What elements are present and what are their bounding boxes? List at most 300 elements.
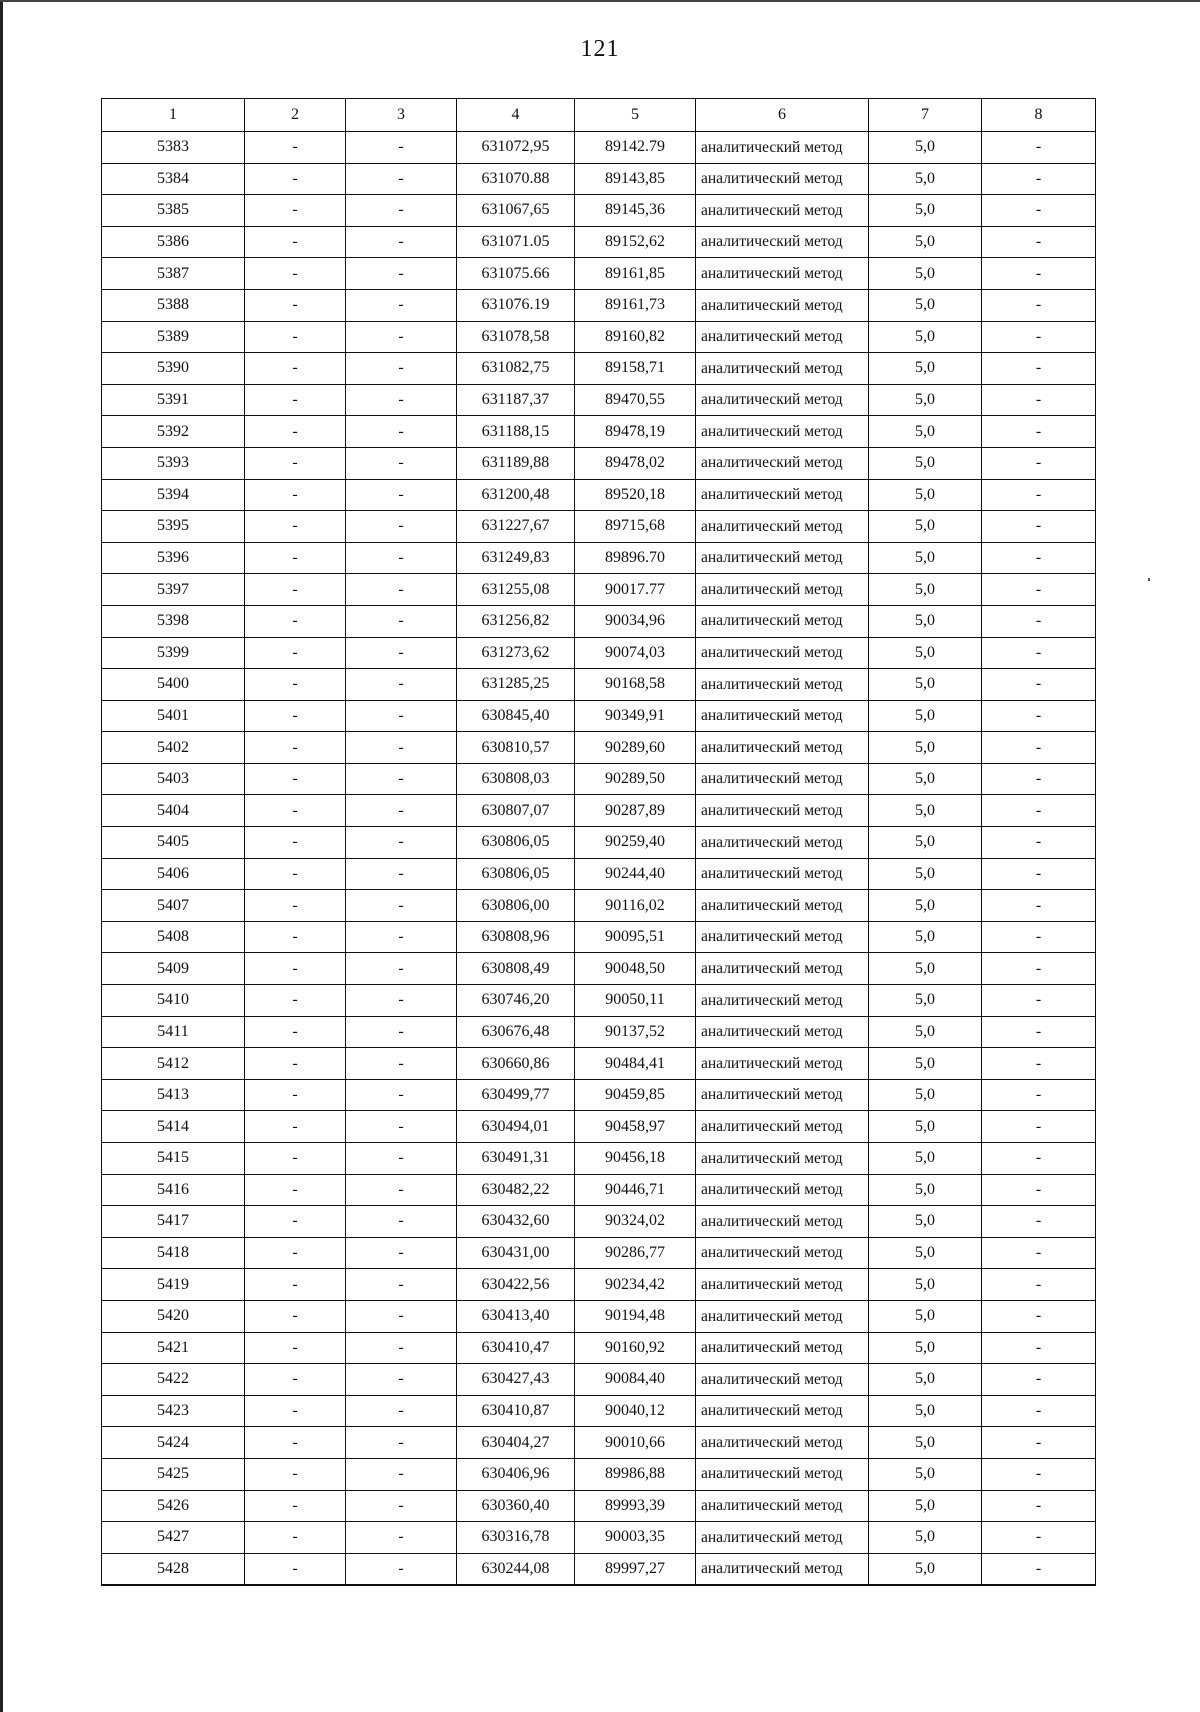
cell-col-2: - bbox=[245, 1111, 346, 1143]
cell-col-3: - bbox=[346, 1079, 457, 1111]
cell-col-3: - bbox=[346, 195, 457, 227]
cell-point-number: 5416 bbox=[102, 1174, 245, 1206]
cell-accuracy: 5,0 bbox=[869, 1111, 982, 1143]
cell-col-3: - bbox=[346, 258, 457, 290]
cell-col-3: - bbox=[346, 226, 457, 258]
cell-accuracy: 5,0 bbox=[869, 637, 982, 669]
cell-col-3: - bbox=[346, 921, 457, 953]
cell-y-coordinate: 90017.77 bbox=[575, 574, 696, 606]
cell-col-3: - bbox=[346, 1269, 457, 1301]
cell-col-8: - bbox=[982, 1522, 1096, 1554]
cell-method: аналитический метод bbox=[696, 574, 869, 606]
cell-col-2: - bbox=[245, 1522, 346, 1554]
cell-x-coordinate: 631285,25 bbox=[457, 669, 575, 701]
cell-col-8: - bbox=[982, 1048, 1096, 1080]
cell-x-coordinate: 631076.19 bbox=[457, 289, 575, 321]
cell-y-coordinate: 90194,48 bbox=[575, 1300, 696, 1332]
cell-accuracy: 5,0 bbox=[869, 732, 982, 764]
cell-y-coordinate: 90084,40 bbox=[575, 1364, 696, 1396]
scan-edge-top bbox=[0, 0, 1200, 2]
cell-col-3: - bbox=[346, 1300, 457, 1332]
cell-x-coordinate: 630845,40 bbox=[457, 700, 575, 732]
table-row bbox=[102, 890, 1096, 922]
cell-col-3: - bbox=[346, 574, 457, 606]
cell-col-2: - bbox=[245, 1079, 346, 1111]
cell-method: аналитический метод bbox=[696, 890, 869, 922]
cell-y-coordinate: 90456,18 bbox=[575, 1143, 696, 1175]
cell-point-number: 5407 bbox=[102, 890, 245, 922]
cell-col-2: - bbox=[245, 605, 346, 637]
cell-y-coordinate: 90003,35 bbox=[575, 1522, 696, 1554]
cell-point-number: 5417 bbox=[102, 1206, 245, 1238]
cell-x-coordinate: 630499,77 bbox=[457, 1079, 575, 1111]
cell-x-coordinate: 630746,20 bbox=[457, 985, 575, 1017]
cell-point-number: 5412 bbox=[102, 1048, 245, 1080]
cell-x-coordinate: 631082,75 bbox=[457, 353, 575, 385]
table-row bbox=[102, 921, 1096, 953]
cell-point-number: 5423 bbox=[102, 1395, 245, 1427]
cell-y-coordinate: 89161,73 bbox=[575, 289, 696, 321]
table-row bbox=[102, 1332, 1096, 1364]
cell-method: аналитический метод bbox=[696, 763, 869, 795]
cell-accuracy: 5,0 bbox=[869, 384, 982, 416]
table-row bbox=[102, 732, 1096, 764]
cell-col-8: - bbox=[982, 1364, 1096, 1396]
cell-method: аналитический метод bbox=[696, 985, 869, 1017]
cell-col-8: - bbox=[982, 1111, 1096, 1143]
cell-x-coordinate: 631071.05 bbox=[457, 226, 575, 258]
cell-point-number: 5426 bbox=[102, 1490, 245, 1522]
cell-col-3: - bbox=[346, 890, 457, 922]
cell-method: аналитический метод bbox=[696, 1553, 869, 1585]
cell-col-2: - bbox=[245, 574, 346, 606]
cell-method: аналитический метод bbox=[696, 921, 869, 953]
table-row bbox=[102, 1237, 1096, 1269]
cell-x-coordinate: 630431,00 bbox=[457, 1237, 575, 1269]
cell-col-3: - bbox=[346, 289, 457, 321]
cell-accuracy: 5,0 bbox=[869, 195, 982, 227]
cell-col-2: - bbox=[245, 890, 346, 922]
cell-y-coordinate: 90040,12 bbox=[575, 1395, 696, 1427]
cell-col-2: - bbox=[245, 226, 346, 258]
column-header: 4 bbox=[457, 99, 575, 132]
cell-x-coordinate: 630808,49 bbox=[457, 953, 575, 985]
cell-col-2: - bbox=[245, 1553, 346, 1585]
cell-col-3: - bbox=[346, 479, 457, 511]
cell-y-coordinate: 90259,40 bbox=[575, 827, 696, 859]
column-header: 5 bbox=[575, 99, 696, 132]
cell-method: аналитический метод bbox=[696, 858, 869, 890]
table-row bbox=[102, 763, 1096, 795]
cell-point-number: 5410 bbox=[102, 985, 245, 1017]
cell-col-8: - bbox=[982, 542, 1096, 574]
cell-accuracy: 5,0 bbox=[869, 511, 982, 543]
cell-y-coordinate: 89997,27 bbox=[575, 1553, 696, 1585]
cell-col-8: - bbox=[982, 226, 1096, 258]
cell-col-3: - bbox=[346, 1174, 457, 1206]
cell-accuracy: 5,0 bbox=[869, 605, 982, 637]
cell-col-8: - bbox=[982, 795, 1096, 827]
table-row bbox=[102, 1553, 1096, 1585]
cell-method: аналитический метод bbox=[696, 447, 869, 479]
cell-x-coordinate: 630676,48 bbox=[457, 1016, 575, 1048]
cell-col-8: - bbox=[982, 321, 1096, 353]
table-row bbox=[102, 321, 1096, 353]
cell-y-coordinate: 89145,36 bbox=[575, 195, 696, 227]
cell-point-number: 5404 bbox=[102, 795, 245, 827]
cell-method: аналитический метод bbox=[696, 289, 869, 321]
cell-col-8: - bbox=[982, 384, 1096, 416]
cell-col-8: - bbox=[982, 1079, 1096, 1111]
cell-accuracy: 5,0 bbox=[869, 1364, 982, 1396]
cell-col-3: - bbox=[346, 1427, 457, 1459]
cell-col-2: - bbox=[245, 1395, 346, 1427]
cell-col-3: - bbox=[346, 1490, 457, 1522]
cell-col-3: - bbox=[346, 416, 457, 448]
cell-col-2: - bbox=[245, 763, 346, 795]
cell-col-3: - bbox=[346, 542, 457, 574]
cell-x-coordinate: 630360,40 bbox=[457, 1490, 575, 1522]
table-row bbox=[102, 1143, 1096, 1175]
cell-col-3: - bbox=[346, 669, 457, 701]
cell-point-number: 5411 bbox=[102, 1016, 245, 1048]
table-row bbox=[102, 1427, 1096, 1459]
cell-col-3: - bbox=[346, 1522, 457, 1554]
cell-method: аналитический метод bbox=[696, 384, 869, 416]
cell-accuracy: 5,0 bbox=[869, 447, 982, 479]
cell-col-2: - bbox=[245, 163, 346, 195]
table-row bbox=[102, 1269, 1096, 1301]
column-header: 3 bbox=[346, 99, 457, 132]
cell-method: аналитический метод bbox=[696, 1237, 869, 1269]
cell-y-coordinate: 90168,58 bbox=[575, 669, 696, 701]
cell-col-8: - bbox=[982, 953, 1096, 985]
cell-accuracy: 5,0 bbox=[869, 1553, 982, 1585]
cell-method: аналитический метод bbox=[696, 542, 869, 574]
cell-accuracy: 5,0 bbox=[869, 1522, 982, 1554]
cell-point-number: 5390 bbox=[102, 353, 245, 385]
cell-col-2: - bbox=[245, 1269, 346, 1301]
cell-point-number: 5415 bbox=[102, 1143, 245, 1175]
cell-col-2: - bbox=[245, 953, 346, 985]
cell-y-coordinate: 90048,50 bbox=[575, 953, 696, 985]
cell-col-2: - bbox=[245, 732, 346, 764]
coordinates-table bbox=[101, 98, 1096, 1586]
cell-col-3: - bbox=[346, 1048, 457, 1080]
cell-x-coordinate: 630806,00 bbox=[457, 890, 575, 922]
cell-y-coordinate: 89470,55 bbox=[575, 384, 696, 416]
cell-point-number: 5394 bbox=[102, 479, 245, 511]
cell-accuracy: 5,0 bbox=[869, 416, 982, 448]
table-row bbox=[102, 195, 1096, 227]
cell-col-2: - bbox=[245, 1458, 346, 1490]
cell-y-coordinate: 90446,71 bbox=[575, 1174, 696, 1206]
cell-col-3: - bbox=[346, 1111, 457, 1143]
cell-col-8: - bbox=[982, 132, 1096, 164]
table-row bbox=[102, 605, 1096, 637]
cell-col-3: - bbox=[346, 321, 457, 353]
cell-point-number: 5424 bbox=[102, 1427, 245, 1459]
cell-point-number: 5420 bbox=[102, 1300, 245, 1332]
column-header: 6 bbox=[696, 99, 869, 132]
cell-y-coordinate: 90459,85 bbox=[575, 1079, 696, 1111]
cell-method: аналитический метод bbox=[696, 1364, 869, 1396]
cell-point-number: 5421 bbox=[102, 1332, 245, 1364]
cell-method: аналитический метод bbox=[696, 226, 869, 258]
table-row bbox=[102, 226, 1096, 258]
cell-y-coordinate: 89896.70 bbox=[575, 542, 696, 574]
cell-x-coordinate: 630410,47 bbox=[457, 1332, 575, 1364]
cell-col-8: - bbox=[982, 1427, 1096, 1459]
cell-x-coordinate: 630244,08 bbox=[457, 1553, 575, 1585]
cell-col-3: - bbox=[346, 132, 457, 164]
cell-col-3: - bbox=[346, 353, 457, 385]
table-row bbox=[102, 1458, 1096, 1490]
cell-col-3: - bbox=[346, 858, 457, 890]
cell-y-coordinate: 90095,51 bbox=[575, 921, 696, 953]
page-number: 121 bbox=[580, 36, 620, 62]
cell-y-coordinate: 90034,96 bbox=[575, 605, 696, 637]
cell-accuracy: 5,0 bbox=[869, 1174, 982, 1206]
cell-method: аналитический метод bbox=[696, 258, 869, 290]
cell-col-3: - bbox=[346, 1016, 457, 1048]
table-row bbox=[102, 384, 1096, 416]
cell-y-coordinate: 89993,39 bbox=[575, 1490, 696, 1522]
cell-x-coordinate: 630406,96 bbox=[457, 1458, 575, 1490]
cell-col-3: - bbox=[346, 511, 457, 543]
table-row bbox=[102, 1364, 1096, 1396]
cell-col-2: - bbox=[245, 1237, 346, 1269]
cell-point-number: 5405 bbox=[102, 827, 245, 859]
cell-col-2: - bbox=[245, 353, 346, 385]
cell-col-3: - bbox=[346, 1458, 457, 1490]
cell-col-2: - bbox=[245, 1143, 346, 1175]
cell-point-number: 5399 bbox=[102, 637, 245, 669]
cell-col-8: - bbox=[982, 1237, 1096, 1269]
cell-col-8: - bbox=[982, 890, 1096, 922]
cell-col-2: - bbox=[245, 384, 346, 416]
table-row bbox=[102, 132, 1096, 164]
cell-col-3: - bbox=[346, 795, 457, 827]
cell-y-coordinate: 89478,19 bbox=[575, 416, 696, 448]
cell-x-coordinate: 631075.66 bbox=[457, 258, 575, 290]
cell-col-3: - bbox=[346, 637, 457, 669]
cell-method: аналитический метод bbox=[696, 1300, 869, 1332]
cell-col-8: - bbox=[982, 1458, 1096, 1490]
table-row bbox=[102, 353, 1096, 385]
cell-x-coordinate: 630810,57 bbox=[457, 732, 575, 764]
cell-x-coordinate: 630808,03 bbox=[457, 763, 575, 795]
table-row bbox=[102, 953, 1096, 985]
scan-edge-left bbox=[0, 0, 3, 1712]
cell-col-8: - bbox=[982, 163, 1096, 195]
cell-col-2: - bbox=[245, 258, 346, 290]
table-row bbox=[102, 1490, 1096, 1522]
cell-col-8: - bbox=[982, 1553, 1096, 1585]
cell-col-3: - bbox=[346, 985, 457, 1017]
table-row bbox=[102, 258, 1096, 290]
table-row bbox=[102, 637, 1096, 669]
column-header: 2 bbox=[245, 99, 346, 132]
cell-accuracy: 5,0 bbox=[869, 163, 982, 195]
cell-method: аналитический метод bbox=[696, 1016, 869, 1048]
cell-accuracy: 5,0 bbox=[869, 132, 982, 164]
cell-y-coordinate: 89142.79 bbox=[575, 132, 696, 164]
cell-x-coordinate: 631249,83 bbox=[457, 542, 575, 574]
cell-method: аналитический метод bbox=[696, 669, 869, 701]
table-row bbox=[102, 1048, 1096, 1080]
cell-accuracy: 5,0 bbox=[869, 574, 982, 606]
column-header: 1 bbox=[102, 99, 245, 132]
cell-y-coordinate: 90349,91 bbox=[575, 700, 696, 732]
cell-col-3: - bbox=[346, 1553, 457, 1585]
cell-point-number: 5409 bbox=[102, 953, 245, 985]
cell-col-8: - bbox=[982, 1174, 1096, 1206]
cell-col-8: - bbox=[982, 1016, 1096, 1048]
cell-col-3: - bbox=[346, 1395, 457, 1427]
cell-col-3: - bbox=[346, 763, 457, 795]
cell-col-8: - bbox=[982, 858, 1096, 890]
cell-col-8: - bbox=[982, 511, 1096, 543]
cell-col-8: - bbox=[982, 1206, 1096, 1238]
scan-speck bbox=[1148, 578, 1150, 581]
cell-col-8: - bbox=[982, 1143, 1096, 1175]
cell-accuracy: 5,0 bbox=[869, 1016, 982, 1048]
cell-accuracy: 5,0 bbox=[869, 700, 982, 732]
table-row bbox=[102, 1111, 1096, 1143]
cell-col-3: - bbox=[346, 1206, 457, 1238]
cell-method: аналитический метод bbox=[696, 795, 869, 827]
cell-accuracy: 5,0 bbox=[869, 1237, 982, 1269]
cell-col-8: - bbox=[982, 479, 1096, 511]
cell-method: аналитический метод bbox=[696, 700, 869, 732]
cell-col-2: - bbox=[245, 1174, 346, 1206]
cell-method: аналитический метод bbox=[696, 1458, 869, 1490]
cell-accuracy: 5,0 bbox=[869, 258, 982, 290]
table-row bbox=[102, 795, 1096, 827]
cell-x-coordinate: 630432,60 bbox=[457, 1206, 575, 1238]
cell-col-2: - bbox=[245, 700, 346, 732]
cell-x-coordinate: 631188,15 bbox=[457, 416, 575, 448]
cell-col-2: - bbox=[245, 1490, 346, 1522]
cell-accuracy: 5,0 bbox=[869, 353, 982, 385]
cell-method: аналитический метод bbox=[696, 1143, 869, 1175]
cell-x-coordinate: 630422,56 bbox=[457, 1269, 575, 1301]
cell-method: аналитический метод bbox=[696, 511, 869, 543]
cell-y-coordinate: 89520,18 bbox=[575, 479, 696, 511]
table-row bbox=[102, 858, 1096, 890]
cell-accuracy: 5,0 bbox=[869, 827, 982, 859]
cell-col-8: - bbox=[982, 1332, 1096, 1364]
cell-y-coordinate: 90010,66 bbox=[575, 1427, 696, 1459]
cell-x-coordinate: 630808,96 bbox=[457, 921, 575, 953]
cell-col-8: - bbox=[982, 669, 1096, 701]
cell-point-number: 5425 bbox=[102, 1458, 245, 1490]
cell-accuracy: 5,0 bbox=[869, 1490, 982, 1522]
cell-method: аналитический метод bbox=[696, 827, 869, 859]
cell-method: аналитический метод bbox=[696, 1048, 869, 1080]
cell-method: аналитический метод bbox=[696, 1332, 869, 1364]
cell-point-number: 5395 bbox=[102, 511, 245, 543]
cell-x-coordinate: 630410,87 bbox=[457, 1395, 575, 1427]
cell-method: аналитический метод bbox=[696, 479, 869, 511]
cell-accuracy: 5,0 bbox=[869, 321, 982, 353]
cell-method: аналитический метод bbox=[696, 1206, 869, 1238]
cell-accuracy: 5,0 bbox=[869, 1427, 982, 1459]
cell-method: аналитический метод bbox=[696, 1269, 869, 1301]
cell-y-coordinate: 90116,02 bbox=[575, 890, 696, 922]
cell-point-number: 5383 bbox=[102, 132, 245, 164]
cell-y-coordinate: 90244,40 bbox=[575, 858, 696, 890]
cell-method: аналитический метод bbox=[696, 163, 869, 195]
cell-accuracy: 5,0 bbox=[869, 1143, 982, 1175]
cell-y-coordinate: 90458,97 bbox=[575, 1111, 696, 1143]
cell-accuracy: 5,0 bbox=[869, 1300, 982, 1332]
table-row bbox=[102, 700, 1096, 732]
cell-point-number: 5387 bbox=[102, 258, 245, 290]
cell-y-coordinate: 90286,77 bbox=[575, 1237, 696, 1269]
cell-method: аналитический метод bbox=[696, 321, 869, 353]
cell-col-2: - bbox=[245, 1364, 346, 1396]
cell-col-2: - bbox=[245, 1016, 346, 1048]
cell-x-coordinate: 631256,82 bbox=[457, 605, 575, 637]
cell-point-number: 5408 bbox=[102, 921, 245, 953]
cell-col-8: - bbox=[982, 763, 1096, 795]
cell-col-2: - bbox=[245, 1206, 346, 1238]
cell-x-coordinate: 630806,05 bbox=[457, 827, 575, 859]
cell-x-coordinate: 631078,58 bbox=[457, 321, 575, 353]
cell-x-coordinate: 631189,88 bbox=[457, 447, 575, 479]
cell-col-2: - bbox=[245, 447, 346, 479]
cell-point-number: 5419 bbox=[102, 1269, 245, 1301]
cell-method: аналитический метод bbox=[696, 132, 869, 164]
table-row bbox=[102, 1395, 1096, 1427]
table-row bbox=[102, 542, 1096, 574]
cell-col-2: - bbox=[245, 795, 346, 827]
column-header: 7 bbox=[869, 99, 982, 132]
cell-point-number: 5388 bbox=[102, 289, 245, 321]
cell-col-2: - bbox=[245, 985, 346, 1017]
cell-col-3: - bbox=[346, 827, 457, 859]
cell-x-coordinate: 631255,08 bbox=[457, 574, 575, 606]
cell-col-3: - bbox=[346, 447, 457, 479]
cell-y-coordinate: 89478,02 bbox=[575, 447, 696, 479]
table-row bbox=[102, 1522, 1096, 1554]
cell-x-coordinate: 630806,05 bbox=[457, 858, 575, 890]
cell-method: аналитический метод bbox=[696, 1079, 869, 1111]
cell-y-coordinate: 90287,89 bbox=[575, 795, 696, 827]
cell-col-2: - bbox=[245, 858, 346, 890]
cell-accuracy: 5,0 bbox=[869, 1048, 982, 1080]
cell-col-2: - bbox=[245, 321, 346, 353]
cell-y-coordinate: 90137,52 bbox=[575, 1016, 696, 1048]
cell-col-2: - bbox=[245, 289, 346, 321]
cell-col-2: - bbox=[245, 1300, 346, 1332]
cell-x-coordinate: 630404,27 bbox=[457, 1427, 575, 1459]
cell-col-3: - bbox=[346, 1332, 457, 1364]
table-row bbox=[102, 827, 1096, 859]
cell-y-coordinate: 89143,85 bbox=[575, 163, 696, 195]
cell-accuracy: 5,0 bbox=[869, 669, 982, 701]
cell-method: аналитический метод bbox=[696, 953, 869, 985]
cell-method: аналитический метод bbox=[696, 1174, 869, 1206]
cell-accuracy: 5,0 bbox=[869, 985, 982, 1017]
cell-col-8: - bbox=[982, 447, 1096, 479]
cell-point-number: 5422 bbox=[102, 1364, 245, 1396]
cell-accuracy: 5,0 bbox=[869, 953, 982, 985]
cell-point-number: 5428 bbox=[102, 1553, 245, 1585]
cell-accuracy: 5,0 bbox=[869, 1458, 982, 1490]
